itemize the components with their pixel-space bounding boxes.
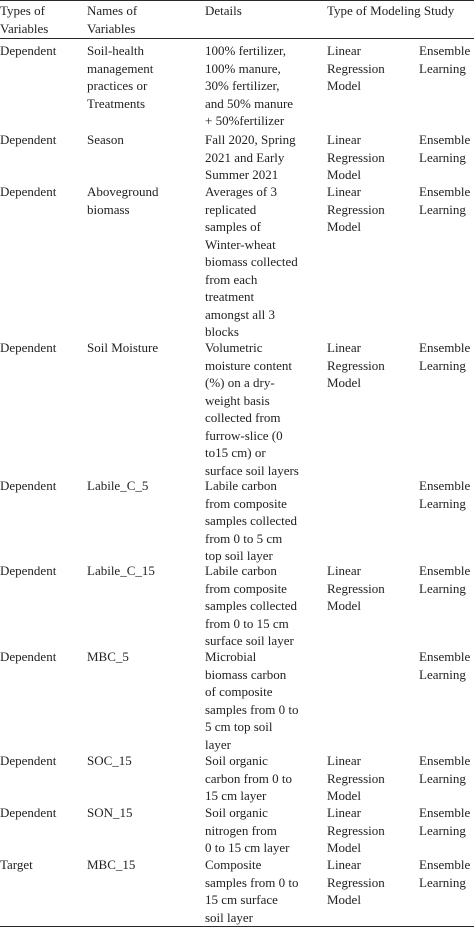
cell-details: Labile carbon from composite samples collected from 0 to 15 cm surface soil layer <box>205 563 298 648</box>
cell-ensemble-learning: Ensemble Learning <box>419 563 471 596</box>
cell-variable-type: Target <box>0 857 33 872</box>
cell-ensemble-learning: Ensemble Learning <box>419 857 471 890</box>
cell-ensemble-learning: Ensemble Learning <box>419 132 471 165</box>
cell-details: Composite samples from 0 to 15 cm surface soil layer <box>205 857 299 925</box>
cell-ensemble-learning: Ensemble Learning <box>419 184 471 217</box>
cell-variable-name: Aboveground biomass <box>87 184 159 217</box>
cell-variable-type: Dependent <box>0 649 57 664</box>
cell-linear-regression: Linear Regression Model <box>327 753 385 803</box>
table-header-rule <box>0 38 474 39</box>
cell-variable-type: Dependent <box>0 478 57 493</box>
cell-details: Labile carbon from composite samples collected from 0 to 5 cm top soil layer <box>205 478 298 563</box>
table-top-rule <box>0 0 474 1</box>
cell-details: Averages of 3 replicated samples of Winter-wheat biomass collected from each treatment amongst all 3 blocks <box>205 184 298 339</box>
cell-linear-regression: Linear Regression Model <box>327 184 385 234</box>
cell-details: Microbial biomass carbon of composite samples from 0 to 5 cm top soil layer <box>205 649 299 752</box>
cell-variable-name: Labile_C_5 <box>87 478 149 493</box>
cell-details: Soil organic nitrogen from 0 to 15 cm layer <box>205 805 290 855</box>
cell-linear-regression: Linear Regression Model <box>327 43 385 93</box>
header-types-of-variables: Types of Variables <box>0 3 49 36</box>
cell-linear-regression: Linear Regression Model <box>327 857 385 907</box>
cell-details: 100% fertilizer, 100% manure, 30% fertilizer, and 50% manure + 50%fertilizer <box>205 43 294 128</box>
cell-variable-name: Labile_C_15 <box>87 563 155 578</box>
cell-ensemble-learning: Ensemble Learning <box>419 753 471 786</box>
cell-variable-name: MBC_15 <box>87 857 136 872</box>
cell-variable-name: Soil Moisture <box>87 340 159 355</box>
cell-linear-regression: Linear Regression Model <box>327 132 385 182</box>
cell-variable-name: SON_15 <box>87 805 133 820</box>
cell-ensemble-learning: Ensemble Learning <box>419 805 471 838</box>
cell-variable-type: Dependent <box>0 43 57 58</box>
cell-ensemble-learning: Ensemble Learning <box>419 340 471 373</box>
cell-linear-regression: Linear Regression Model <box>327 563 385 613</box>
cell-variable-type: Dependent <box>0 753 57 768</box>
cell-variable-type: Dependent <box>0 805 57 820</box>
cell-details: Soil organic carbon from 0 to 15 cm layer <box>205 753 293 803</box>
header-names-of-variables: Names of Variables <box>87 3 138 36</box>
cell-linear-regression: Linear Regression Model <box>327 340 385 390</box>
cell-details: Fall 2020, Spring 2021 and Early Summer 2021 <box>205 132 296 182</box>
cell-details: Volumetric moisture content (%) on a dry- weight basis collected from furrow-slice (0 to15 cm) or surface soil layers <box>205 340 299 478</box>
cell-variable-name: SOC_15 <box>87 753 132 768</box>
cell-variable-type: Dependent <box>0 340 57 355</box>
cell-variable-name: Soil-health management practices or Treatments <box>87 43 154 111</box>
cell-ensemble-learning: Ensemble Learning <box>419 43 471 76</box>
cell-variable-name: Season <box>87 132 124 147</box>
cell-ensemble-learning: Ensemble Learning <box>419 478 471 511</box>
header-type-of-modeling-study: Type of Modeling Study <box>327 3 455 18</box>
cell-variable-type: Dependent <box>0 184 57 199</box>
cell-variable-name: MBC_5 <box>87 649 129 664</box>
cell-ensemble-learning: Ensemble Learning <box>419 649 471 682</box>
cell-variable-type: Dependent <box>0 563 57 578</box>
cell-linear-regression: Linear Regression Model <box>327 805 385 855</box>
cell-variable-type: Dependent <box>0 132 57 147</box>
header-details: Details <box>205 3 242 18</box>
